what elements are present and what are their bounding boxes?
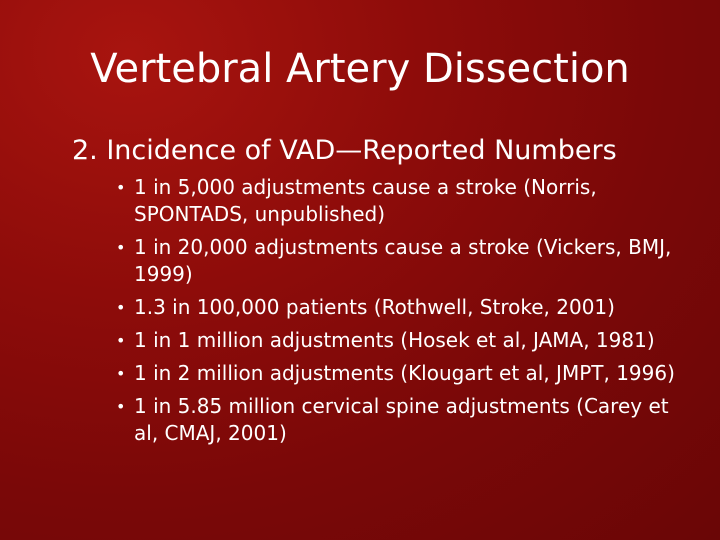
bullet-item bbox=[116, 174, 696, 228]
bullet-text: 1 in 20,000 adjustments cause a stroke (Vickers, BMJ, 1999) bbox=[134, 235, 672, 286]
bullet-marker: • bbox=[116, 397, 126, 416]
bullet-marker: • bbox=[116, 331, 126, 350]
bullet-text: 1 in 5.85 million cervical spine adjustments (Carey et al, CMAJ, 2001) bbox=[134, 394, 669, 445]
bullet-text: 1 in 2 million adjustments (Klougart et al, JMPT, 1996) bbox=[134, 361, 675, 385]
bullet-marker: • bbox=[116, 178, 126, 197]
bullet-item bbox=[116, 360, 696, 387]
bullet-marker: • bbox=[116, 364, 126, 383]
slide-subtitle: 2. Incidence of VAD—Reported Numbers bbox=[72, 135, 617, 166]
bullet-item bbox=[116, 294, 696, 321]
bullet-item bbox=[116, 393, 696, 447]
bullet-marker: • bbox=[116, 238, 126, 257]
slide-title: Vertebral Artery Dissection bbox=[90, 46, 630, 92]
bullet-text: 1.3 in 100,000 patients (Rothwell, Stroke, 2001) bbox=[134, 295, 615, 319]
bullet-text: 1 in 5,000 adjustments cause a stroke (Norris, SPONTADS, unpublished) bbox=[134, 175, 597, 226]
bullet-item bbox=[116, 327, 696, 354]
bullet-text: 1 in 1 million adjustments (Hosek et al, JAMA, 1981) bbox=[134, 328, 655, 352]
bullet-item bbox=[116, 234, 696, 288]
bullet-marker: • bbox=[116, 298, 126, 317]
bullet-list bbox=[116, 174, 696, 453]
